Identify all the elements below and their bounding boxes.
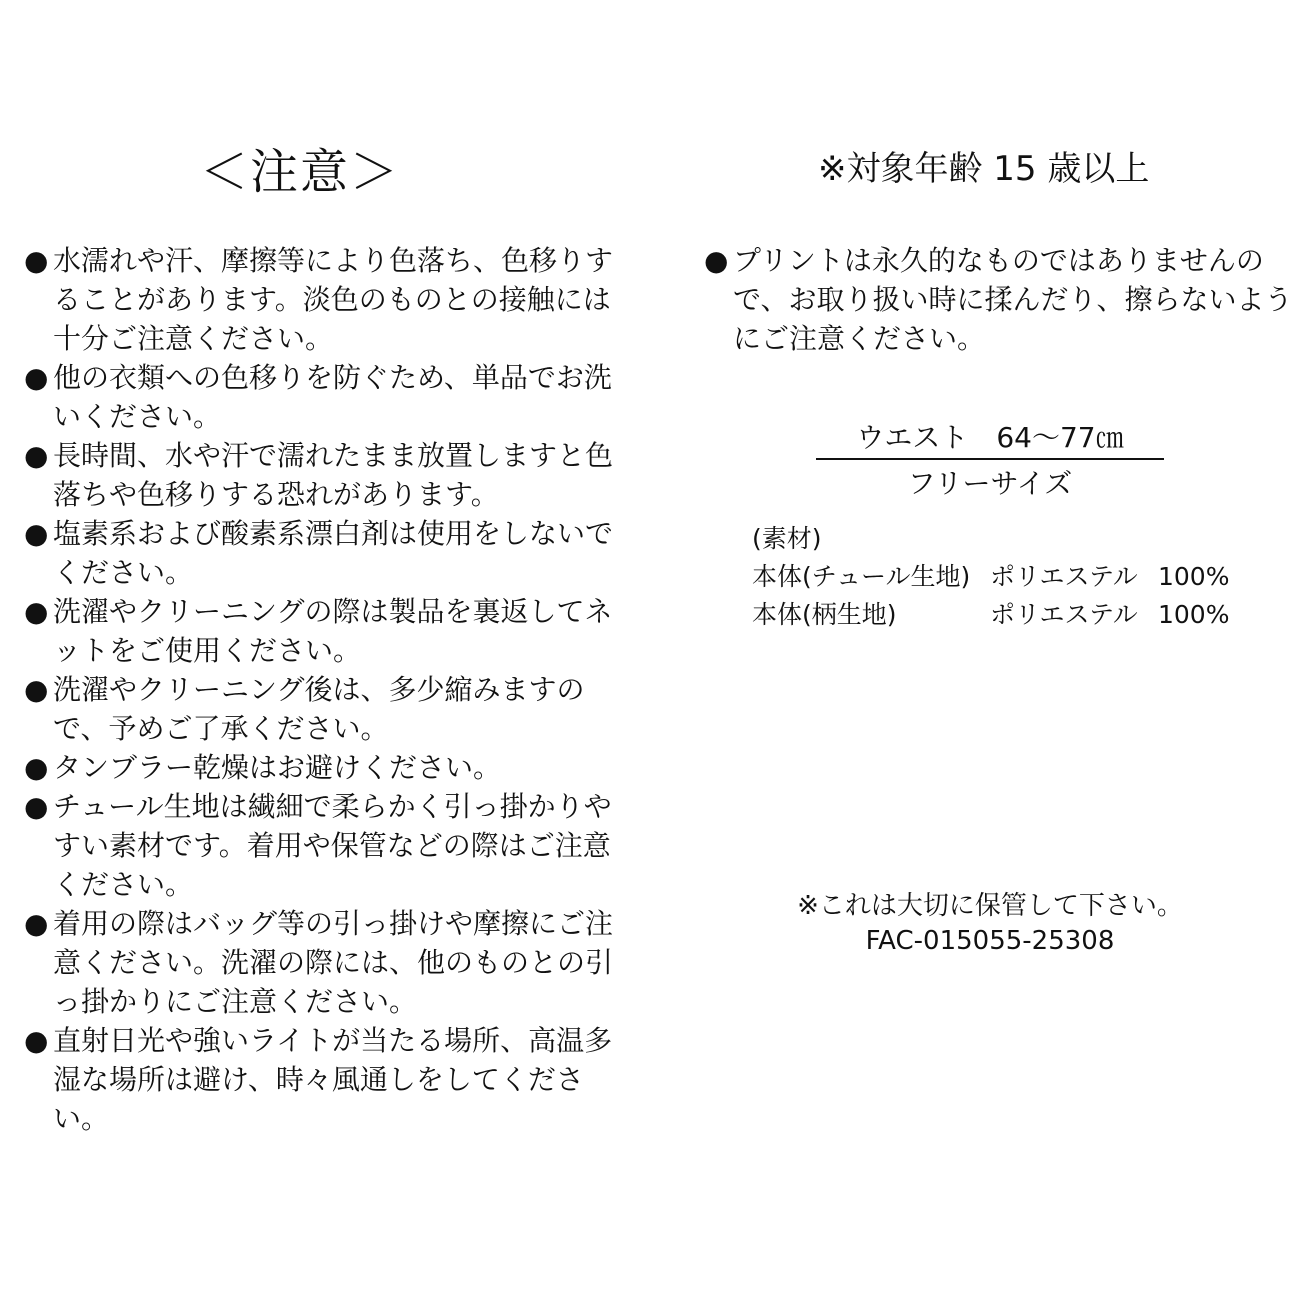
caution-item (24, 670, 624, 748)
caution-list (24, 241, 624, 1138)
caution-item (24, 787, 624, 904)
bullet-icon: ● (704, 244, 729, 277)
caution-item (24, 514, 624, 592)
bullet-icon: ● (24, 1024, 49, 1057)
material-percent: 100% (1158, 562, 1230, 591)
caution-item (24, 592, 624, 670)
product-code: FAC-015055-25308 (865, 926, 1115, 956)
print-note (704, 241, 1294, 358)
caution-item (24, 436, 624, 514)
bullet-icon: ● (24, 907, 49, 940)
print-note-text: プリントは永久的なものではありませんので、お取り扱い時に揉んだり、擦らないようにご注意ください。 (733, 244, 1293, 355)
bullet-icon: ● (24, 244, 49, 277)
waist-size: ウエスト 64～77㎝ (856, 421, 1124, 454)
caution-item (24, 904, 624, 1021)
bullet-icon: ● (24, 790, 49, 823)
caution-heading: ＜注意＞ (200, 144, 401, 200)
caution-item-text: タンブラー乾燥はお避けください。 (53, 751, 502, 784)
material-percent: 100% (1158, 600, 1230, 629)
bullet-icon: ● (24, 361, 49, 394)
bullet-icon: ● (24, 439, 49, 472)
age-notice: ※対象年齢 15 歳以上 (818, 149, 1150, 189)
caution-item (24, 358, 624, 436)
caution-item-text: 長時間、水や汗で濡れたまま放置しますと色落ちや色移りする恐れがあります。 (53, 439, 614, 511)
bullet-icon: ● (24, 751, 49, 784)
caution-item-text: 洗濯やクリーニングの際は製品を裏返してネットをご使用ください。 (53, 595, 613, 667)
caution-item (24, 748, 624, 787)
size-label (816, 418, 1164, 504)
material-fiber: ポリエステル (990, 600, 1138, 629)
material-fiber: ポリエステル (990, 562, 1138, 591)
caution-item (24, 241, 624, 358)
material-part: 本体(柄生地) (752, 600, 897, 629)
bullet-icon: ● (24, 595, 49, 628)
bullet-icon: ● (24, 673, 49, 706)
caution-item-text: 洗濯やクリーニング後は、多少縮みますので、予めご了承ください。 (53, 673, 585, 745)
material-part: 本体(チュール生地) (752, 562, 971, 591)
caution-item (24, 1021, 624, 1138)
caution-item-text: チュール生地は繊細で柔らかく引っ掛かりやすい素材です。着用や保管などの際はご注意ください。 (53, 790, 612, 901)
bullet-icon: ● (24, 517, 49, 550)
caution-item-text: 他の衣類への色移りを防ぐため、単品でお洗いください。 (53, 361, 612, 433)
keep-note: ※これは大切に保管して下さい。 (797, 891, 1183, 921)
materials-heading: (素材) (752, 524, 822, 553)
caution-item-text: 着用の際はバッグ等の引っ掛けや摩擦にご注意ください。洗濯の際には、他のものとの引っ掛かりにご注意ください。 (53, 907, 614, 1018)
caution-item-text: 直射日光や強いライトが当たる場所、高温多湿な場所は避け、時々風通しをしてください。 (53, 1024, 613, 1135)
caution-item-text: 水濡れや汗、摩擦等により色落ち、色移りすることがあります。淡色のものとの接触には十分ご注意ください。 (53, 244, 614, 355)
caution-item-text: 塩素系および酸素系漂白剤は使用をしないでください。 (53, 517, 614, 589)
size-name: フリーサイズ (907, 467, 1073, 500)
